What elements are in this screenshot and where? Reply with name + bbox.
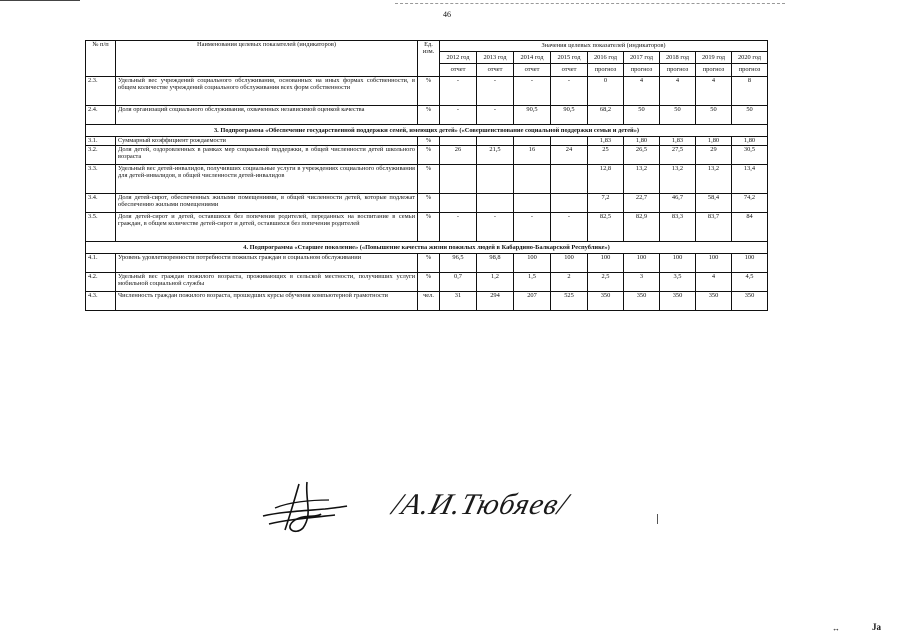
value-cell	[440, 165, 477, 194]
value-cell: 46,7	[660, 194, 696, 213]
scan-mark	[657, 514, 658, 524]
unit-cell: %	[418, 273, 440, 292]
unit-cell: %	[418, 165, 440, 194]
year-header: 2014 год	[514, 52, 551, 64]
handwritten-signature	[255, 478, 350, 538]
value-cell: 50	[624, 106, 660, 125]
row-number: 4.1.	[86, 254, 116, 273]
value-cell: 21,5	[477, 146, 514, 165]
unit-cell: %	[418, 137, 440, 146]
page-number: 46	[443, 10, 451, 19]
value-cell: 30,5	[732, 146, 768, 165]
value-kind-header: отчет	[514, 64, 551, 77]
value-cell: -	[477, 213, 514, 242]
value-cell: 4,5	[732, 273, 768, 292]
value-kind-header: прогноз	[696, 64, 732, 77]
indicator-name: Доля организаций социального обслуживания, охваченных независимой оценкой качества	[116, 106, 418, 125]
value-cell	[551, 194, 588, 213]
value-cell: 50	[660, 106, 696, 125]
value-cell: 8	[732, 77, 768, 106]
scan-edge-line	[0, 0, 80, 1]
indicator-name: Уровень удовлетворенности потребности пожилых граждан в социальном обслуживании	[116, 254, 418, 273]
value-cell: 0	[588, 77, 624, 106]
indicator-name: Доля детей, оздоровленных в рамках мер социальной поддержки, в общей численности детей школьного возраста	[116, 146, 418, 165]
value-cell: -	[440, 106, 477, 125]
year-header: 2012 год	[440, 52, 477, 64]
value-cell: 26,5	[624, 146, 660, 165]
value-cell: 83,3	[660, 213, 696, 242]
value-cell: 1,80	[732, 137, 768, 146]
signature-name: /А.И.Тюбяев/	[389, 488, 572, 521]
value-cell: 350	[696, 292, 732, 311]
value-cell: 7,2	[588, 194, 624, 213]
value-cell: 2	[551, 273, 588, 292]
header-num: № п/п	[86, 41, 116, 77]
value-cell: 1,80	[696, 137, 732, 146]
row-number: 3.3.	[86, 165, 116, 194]
table-row	[86, 165, 768, 194]
corner-mark-left: ↔	[832, 624, 840, 633]
row-number: 2.3.	[86, 77, 116, 106]
value-cell: 100	[588, 254, 624, 273]
corner-mark-right: Ja	[872, 622, 881, 632]
value-cell	[477, 165, 514, 194]
table-row	[86, 254, 768, 273]
value-cell: 207	[514, 292, 551, 311]
value-cell: 24	[551, 146, 588, 165]
value-cell: 350	[624, 292, 660, 311]
value-cell: 1,83	[588, 137, 624, 146]
value-cell: 4	[624, 77, 660, 106]
value-cell: 68,2	[588, 106, 624, 125]
value-cell: 525	[551, 292, 588, 311]
row-number: 4.3.	[86, 292, 116, 311]
year-header: 2019 год	[696, 52, 732, 64]
value-kind-header: отчет	[477, 64, 514, 77]
value-cell: 96,5	[440, 254, 477, 273]
value-cell: 82,5	[588, 213, 624, 242]
value-cell	[477, 194, 514, 213]
value-cell: 0,7	[440, 273, 477, 292]
value-cell: 13,4	[732, 165, 768, 194]
value-cell: 90,5	[551, 106, 588, 125]
value-cell: 100	[660, 254, 696, 273]
value-cell: 100	[624, 254, 660, 273]
unit-cell: %	[418, 254, 440, 273]
value-cell: 100	[732, 254, 768, 273]
value-cell: 294	[477, 292, 514, 311]
value-cell: 12,8	[588, 165, 624, 194]
section-3-title: 3. Подпрограмма «Обеспечение государственной поддержки семей, имеющих детей» («Совершенствование социальной поддержки семьи и детей»)	[86, 125, 768, 137]
value-cell: 22,7	[624, 194, 660, 213]
value-cell: 90,5	[514, 106, 551, 125]
year-header: 2017 год	[624, 52, 660, 64]
unit-cell: %	[418, 146, 440, 165]
value-cell: 82,9	[624, 213, 660, 242]
value-cell: -	[440, 213, 477, 242]
value-cell: 100	[514, 254, 551, 273]
unit-cell: чел.	[418, 292, 440, 311]
value-cell: 98,8	[477, 254, 514, 273]
value-cell: 3	[624, 273, 660, 292]
value-kind-header: прогноз	[732, 64, 768, 77]
table-header	[86, 41, 768, 77]
unit-cell: %	[418, 194, 440, 213]
value-cell: 84	[732, 213, 768, 242]
year-header: 2018 год	[660, 52, 696, 64]
value-cell: -	[551, 213, 588, 242]
value-cell	[440, 137, 477, 146]
table-row	[86, 213, 768, 242]
unit-cell: %	[418, 213, 440, 242]
year-header: 2016 год	[588, 52, 624, 64]
value-kind-header: прогноз	[624, 64, 660, 77]
value-cell: 50	[696, 106, 732, 125]
row-number: 2.4.	[86, 106, 116, 125]
table-row	[86, 146, 768, 165]
value-cell: -	[440, 77, 477, 106]
table-row	[86, 273, 768, 292]
value-cell	[514, 165, 551, 194]
unit-cell: %	[418, 77, 440, 106]
scan-dash-line	[395, 3, 785, 4]
row-number: 3.5.	[86, 213, 116, 242]
value-cell: 13,2	[660, 165, 696, 194]
table-row	[86, 106, 768, 125]
value-cell: 29	[696, 146, 732, 165]
indicator-name: Удельный вес граждан пожилого возраста, проживающих в сельской местности, получивших услуги мобильной социальной службы	[116, 273, 418, 292]
value-cell: 1,2	[477, 273, 514, 292]
indicator-name: Суммарный коэффициент рождаемости	[116, 137, 418, 146]
row-number: 3.2.	[86, 146, 116, 165]
value-cell	[551, 137, 588, 146]
value-cell: 26	[440, 146, 477, 165]
header-name: Наименования целевых показателей (индикаторов)	[116, 41, 418, 77]
indicator-name: Удельный вес учреждений социального обслуживания, основанных на иных формах собственности, в общем количестве учреждений социального обслуживания всех форм собственности	[116, 77, 418, 106]
table-row	[86, 194, 768, 213]
value-cell: 350	[660, 292, 696, 311]
value-cell: -	[514, 213, 551, 242]
value-kind-header: отчет	[440, 64, 477, 77]
value-cell: 13,2	[696, 165, 732, 194]
value-cell: -	[477, 77, 514, 106]
table-row	[86, 77, 768, 106]
value-cell: -	[551, 77, 588, 106]
row-number: 3.4.	[86, 194, 116, 213]
year-header: 2020 год	[732, 52, 768, 64]
table-row	[86, 292, 768, 311]
indicator-name: Доля детей-сирот и детей, оставшихся без попечения родителей, переданных на воспитание в семьи граждан, в общем количестве детей-сирот и детей, оставшихся без попечения родителей	[116, 213, 418, 242]
section-4-title: 4. Подпрограмма «Старшее поколение» («Повышение качества жизни пожилых людей в Кабардино-Балкарской Республике»)	[86, 242, 768, 254]
value-cell: 1,5	[514, 273, 551, 292]
value-cell: 3,5	[660, 273, 696, 292]
unit-cell: %	[418, 106, 440, 125]
value-kind-header: прогноз	[660, 64, 696, 77]
value-cell	[514, 137, 551, 146]
year-header: 2013 год	[477, 52, 514, 64]
indicator-name: Численность граждан пожилого возраста, прошедших курсы обучения компьютерной грамотности	[116, 292, 418, 311]
row-number: 4.2.	[86, 273, 116, 292]
value-cell: 1,80	[624, 137, 660, 146]
value-cell: 83,7	[696, 213, 732, 242]
value-cell	[477, 137, 514, 146]
value-cell	[440, 194, 477, 213]
value-cell: 350	[588, 292, 624, 311]
table-row	[86, 137, 768, 146]
value-cell: 13,2	[624, 165, 660, 194]
value-kind-header: прогноз	[588, 64, 624, 77]
value-cell: 58,4	[696, 194, 732, 213]
indicators-table	[85, 40, 768, 311]
value-cell: 27,5	[660, 146, 696, 165]
value-kind-header: отчет	[551, 64, 588, 77]
header-values: Значения целевых показателей (индикаторов)	[440, 41, 768, 52]
row-number: 3.1.	[86, 137, 116, 146]
value-cell: 31	[440, 292, 477, 311]
value-cell: 25	[588, 146, 624, 165]
value-cell: 4	[696, 77, 732, 106]
value-cell: 4	[696, 273, 732, 292]
value-cell: 50	[732, 106, 768, 125]
value-cell: 16	[514, 146, 551, 165]
value-cell: 100	[696, 254, 732, 273]
indicator-name: Доля детей-сирот, обеспеченных жилыми помещениями, в общей численности детей, которые подлежат обеспечению жилыми помещениями	[116, 194, 418, 213]
value-cell: 350	[732, 292, 768, 311]
value-cell: 2,5	[588, 273, 624, 292]
header-unit: Ед. изм.	[418, 41, 440, 77]
value-cell	[551, 165, 588, 194]
value-cell: 1,83	[660, 137, 696, 146]
value-cell: 74,2	[732, 194, 768, 213]
value-cell: 100	[551, 254, 588, 273]
value-cell: -	[477, 106, 514, 125]
year-header: 2015 год	[551, 52, 588, 64]
value-cell: 4	[660, 77, 696, 106]
value-cell	[514, 194, 551, 213]
indicator-name: Удельный вес детей-инвалидов, получивших социальные услуги в учреждениях социального обслуживания для детей-инвалидов, в общей численности детей-инвалидов	[116, 165, 418, 194]
value-cell: -	[514, 77, 551, 106]
